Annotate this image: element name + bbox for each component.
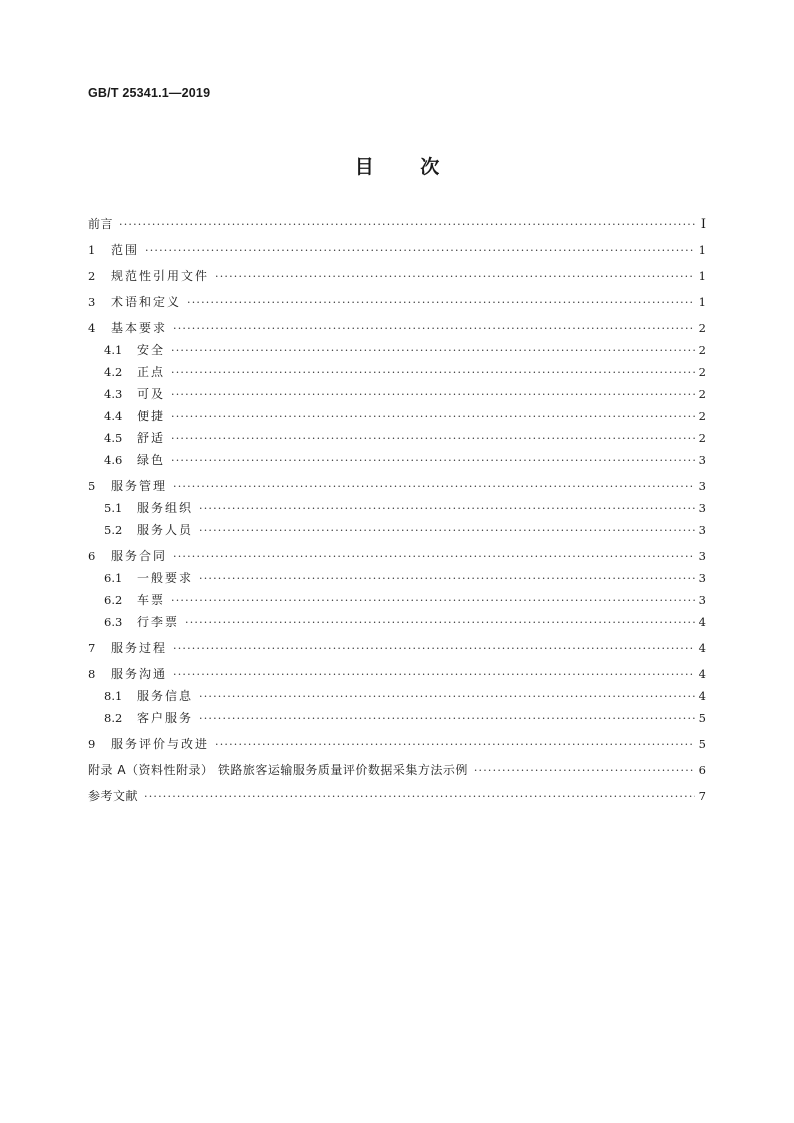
toc-entry-label: 服务合同 bbox=[111, 549, 168, 563]
toc-entry-number: 5 bbox=[88, 479, 96, 493]
dot-leader bbox=[171, 410, 695, 424]
toc-entry[interactable] bbox=[88, 217, 706, 232]
dot-leader bbox=[199, 572, 695, 586]
toc-entry-number: 2 bbox=[88, 269, 96, 283]
toc-entry[interactable] bbox=[88, 523, 706, 538]
toc-entry-page: 3 bbox=[698, 523, 706, 537]
dot-leader bbox=[173, 668, 695, 682]
toc-entry-page: 4 bbox=[698, 689, 706, 703]
toc-entry-label: 服务过程 bbox=[111, 641, 168, 655]
dot-leader bbox=[474, 764, 695, 778]
toc-entry[interactable] bbox=[88, 641, 706, 656]
toc-entry-label: 前言 bbox=[88, 217, 114, 231]
toc-entry-number: 4.4 bbox=[104, 409, 123, 423]
toc-entry[interactable] bbox=[88, 711, 706, 726]
toc-entry-number: 8 bbox=[88, 667, 96, 681]
dot-leader bbox=[173, 322, 695, 336]
toc-entry-label: 服务管理 bbox=[111, 479, 168, 493]
toc-entry-page: 7 bbox=[698, 789, 706, 803]
toc-entry-number: 6.2 bbox=[104, 593, 123, 607]
toc-entry[interactable] bbox=[88, 737, 706, 752]
toc-entry[interactable] bbox=[88, 431, 706, 446]
dot-leader bbox=[215, 270, 695, 284]
toc-entry[interactable] bbox=[88, 615, 706, 630]
toc-entry-page: 3 bbox=[698, 479, 706, 493]
toc-entry-label: 服务信息 bbox=[137, 689, 194, 703]
toc-entry[interactable] bbox=[88, 501, 706, 516]
dot-leader bbox=[215, 738, 695, 752]
toc-entry-page: 3 bbox=[698, 593, 706, 607]
toc-entry-label: 附录 A（资料性附录） 铁路旅客运输服务质量评价数据采集方法示例 bbox=[88, 763, 468, 777]
toc-entry-label: 服务组织 bbox=[137, 501, 194, 515]
toc-entry-page: I bbox=[700, 217, 706, 232]
dot-leader bbox=[171, 366, 695, 380]
dot-leader bbox=[171, 594, 695, 608]
toc-entry-number: 4.1 bbox=[104, 343, 123, 357]
dot-leader bbox=[173, 550, 695, 564]
standard-code: GB/T 25341.1—2019 bbox=[88, 86, 211, 100]
toc-entry[interactable] bbox=[88, 593, 706, 608]
toc-entry-page: 2 bbox=[698, 321, 706, 335]
toc-entry-page: 2 bbox=[698, 387, 706, 401]
toc-entry[interactable] bbox=[88, 269, 706, 284]
toc-entry[interactable] bbox=[88, 453, 706, 468]
toc-entry[interactable] bbox=[88, 243, 706, 258]
toc-entry-label: 参考文献 bbox=[88, 789, 139, 803]
toc-entry-label: 行李票 bbox=[137, 615, 180, 629]
toc-entry-page: 6 bbox=[698, 763, 706, 777]
dot-leader bbox=[171, 388, 695, 402]
toc-entry-label: 便捷 bbox=[137, 409, 166, 423]
toc-entry-number: 4.3 bbox=[104, 387, 123, 401]
toc-entry-label: 正点 bbox=[137, 365, 166, 379]
toc-entry-number: 4.2 bbox=[104, 365, 123, 379]
toc-entry[interactable] bbox=[88, 763, 706, 778]
toc-entry-page: 2 bbox=[698, 431, 706, 445]
toc-entry-label: 规范性引用文件 bbox=[111, 269, 210, 283]
toc-entry-page: 2 bbox=[698, 343, 706, 357]
dot-leader bbox=[199, 712, 695, 726]
toc-entry[interactable] bbox=[88, 689, 706, 704]
dot-leader bbox=[171, 454, 695, 468]
toc-entry-label: 服务人员 bbox=[137, 523, 194, 537]
toc-entry-page: 4 bbox=[698, 667, 706, 681]
toc-entry-label: 可及 bbox=[137, 387, 166, 401]
toc-entry-page: 1 bbox=[698, 243, 706, 257]
dot-leader bbox=[119, 218, 696, 232]
toc-entry-page: 2 bbox=[698, 365, 706, 379]
toc-entry[interactable] bbox=[88, 343, 706, 358]
toc-entry-label: 服务评价与改进 bbox=[111, 737, 210, 751]
dot-leader bbox=[199, 690, 695, 704]
dot-leader bbox=[144, 790, 695, 804]
toc-entry[interactable] bbox=[88, 571, 706, 586]
toc-entry-page: 3 bbox=[698, 571, 706, 585]
toc-entry-label: 基本要求 bbox=[111, 321, 168, 335]
dot-leader bbox=[185, 616, 695, 630]
page-title: 目 次 bbox=[354, 156, 440, 178]
dot-leader bbox=[187, 296, 695, 310]
toc-entry-number: 6 bbox=[88, 549, 96, 563]
toc-entry-number: 3 bbox=[88, 295, 96, 309]
toc-entry-number: 4 bbox=[88, 321, 96, 335]
table-of-contents bbox=[88, 217, 706, 804]
dot-leader bbox=[199, 502, 695, 516]
dot-leader bbox=[173, 480, 695, 494]
toc-entry-page: 4 bbox=[698, 615, 706, 629]
dot-leader bbox=[173, 642, 695, 656]
toc-entry-label: 一般要求 bbox=[137, 571, 194, 585]
dot-leader bbox=[199, 524, 695, 538]
toc-entry-page: 2 bbox=[698, 409, 706, 423]
toc-entry-label: 客户服务 bbox=[137, 711, 194, 725]
toc-entry-page: 5 bbox=[698, 711, 706, 725]
toc-entry-page: 1 bbox=[698, 295, 706, 309]
toc-entry-label: 绿色 bbox=[137, 453, 166, 467]
toc-entry[interactable] bbox=[88, 409, 706, 424]
toc-entry-number: 9 bbox=[88, 737, 96, 751]
toc-entry[interactable] bbox=[88, 321, 706, 336]
toc-entry-label: 车票 bbox=[137, 593, 166, 607]
dot-leader bbox=[171, 432, 695, 446]
toc-entry-number: 5.1 bbox=[104, 501, 123, 515]
toc-entry[interactable] bbox=[88, 387, 706, 402]
toc-entry-number: 6.3 bbox=[104, 615, 123, 629]
toc-entry[interactable] bbox=[88, 295, 706, 310]
toc-entry[interactable] bbox=[88, 549, 706, 564]
toc-entry[interactable] bbox=[88, 479, 706, 494]
toc-entry-label: 范围 bbox=[111, 243, 140, 257]
toc-entry-page: 3 bbox=[698, 549, 706, 563]
toc-entry-number: 6.1 bbox=[104, 571, 123, 585]
toc-entry-number: 7 bbox=[88, 641, 96, 655]
toc-entry-label: 安全 bbox=[137, 343, 166, 357]
toc-entry-number: 8.1 bbox=[104, 689, 123, 703]
toc-entry-label: 舒适 bbox=[137, 431, 166, 445]
toc-entry-number: 4.5 bbox=[104, 431, 123, 445]
toc-entry-page: 5 bbox=[698, 737, 706, 751]
toc-entry[interactable] bbox=[88, 365, 706, 380]
toc-entry-label: 服务沟通 bbox=[111, 667, 168, 681]
toc-entry-label: 术语和定义 bbox=[111, 295, 182, 309]
toc-entry-page: 4 bbox=[698, 641, 706, 655]
toc-entry[interactable] bbox=[88, 789, 706, 804]
toc-entry-page: 1 bbox=[698, 269, 706, 283]
toc-entry-number: 4.6 bbox=[104, 453, 123, 467]
toc-entry-number: 5.2 bbox=[104, 523, 123, 537]
toc-entry-number: 8.2 bbox=[104, 711, 123, 725]
toc-entry[interactable] bbox=[88, 667, 706, 682]
dot-leader bbox=[171, 344, 695, 358]
toc-entry-page: 3 bbox=[698, 453, 706, 467]
toc-entry-page: 3 bbox=[698, 501, 706, 515]
toc-entry-number: 1 bbox=[88, 243, 96, 257]
dot-leader bbox=[145, 244, 695, 258]
